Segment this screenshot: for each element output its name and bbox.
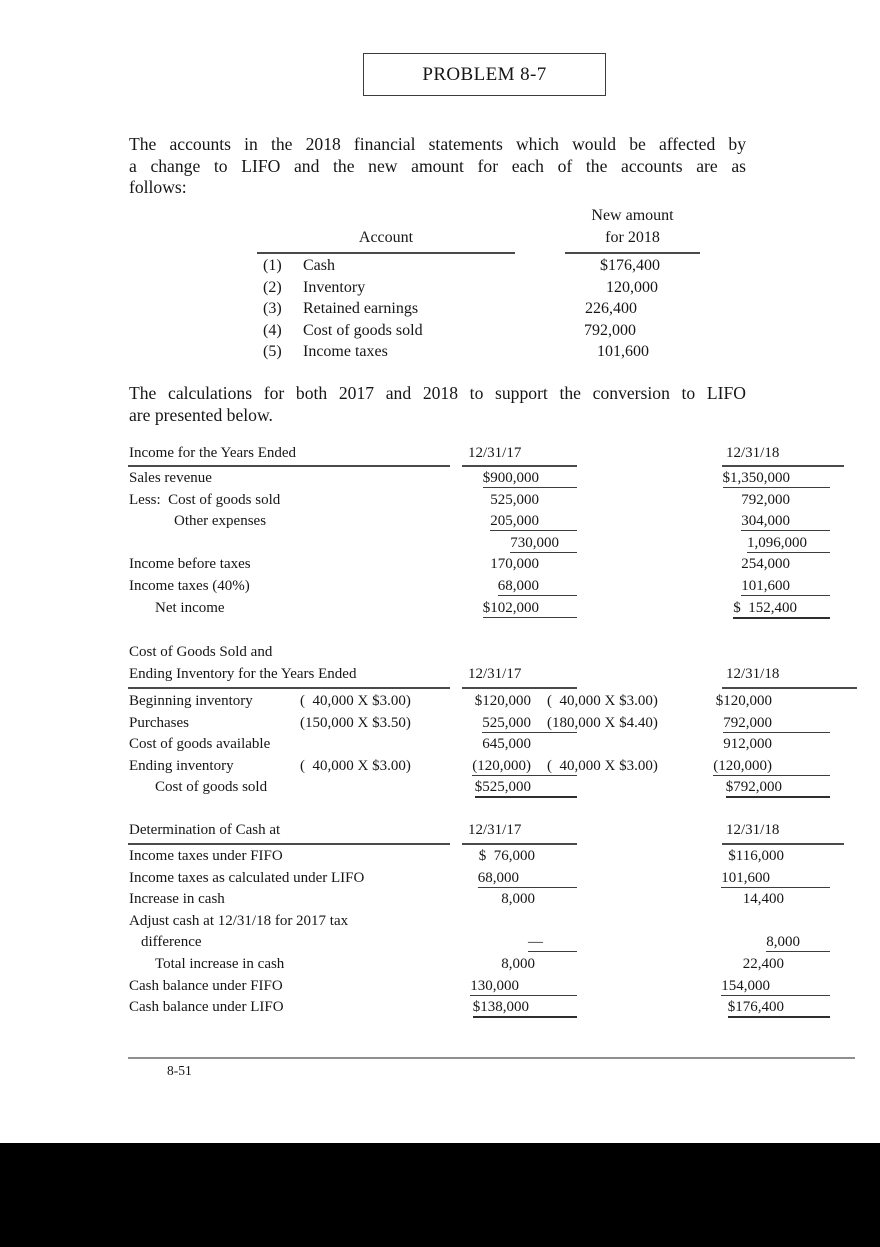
row-number: (3) (263, 300, 282, 318)
accounts-rows (0, 257, 880, 365)
amount-2017: (120,000) (472, 758, 577, 776)
amount-2018: $792,000 (726, 779, 830, 798)
amount-2017: 8,000 (501, 955, 535, 972)
table-row (0, 999, 880, 1021)
header-underline (565, 252, 700, 254)
paragraph-line: The accounts in the 2018 financial statements which would be affected by (129, 134, 746, 154)
table-row (0, 257, 880, 279)
section-title: Determination of Cash at (129, 822, 281, 838)
account-amount: 101,600 (597, 343, 649, 361)
account-amount: $176,400 (600, 257, 660, 274)
header-underline (722, 465, 844, 467)
table-row (0, 693, 880, 715)
header-underline (128, 843, 450, 845)
table-row (0, 715, 880, 737)
table-row (0, 934, 880, 956)
intro-paragraph (129, 134, 746, 199)
page-title: PROBLEM 8-7 (422, 63, 547, 85)
table-row (0, 513, 880, 535)
row-number: (4) (263, 321, 282, 339)
amount-2018: 304,000 (741, 513, 830, 531)
amount-2018: (120,000) (713, 758, 830, 776)
table-row (0, 535, 880, 557)
amount-2017: $900,000 (483, 470, 577, 488)
row-label: Other expenses (174, 513, 267, 530)
column-header-account: Account (358, 228, 414, 246)
column-header-for-2018: for 2018 (605, 228, 660, 246)
amount-2017: 730,000 (510, 535, 577, 553)
amount-2017: $ 76,000 (478, 848, 535, 864)
header-underline (128, 687, 450, 689)
header-underline (128, 465, 450, 467)
column-header-2018: 12/31/18 (726, 665, 780, 682)
calc-formula-2018: ( 40,000 X $3.00) (547, 757, 658, 774)
amount-2018: 8,000 (766, 934, 830, 952)
calc-formula-2018: (180,000 X $4.40) (547, 714, 658, 731)
table-row (0, 978, 880, 1000)
row-label: Sales revenue (129, 470, 212, 486)
table-row (0, 913, 880, 935)
amount-2018: 792,000 (741, 491, 790, 508)
row-label: Adjust cash at 12/31/18 for 2017 tax (129, 912, 349, 929)
column-header-2018: 12/31/18 (726, 445, 780, 461)
calc-formula-2017: (150,000 X $3.50) (300, 714, 411, 731)
amount-2018: $120,000 (715, 693, 772, 709)
row-label: Income before taxes (129, 556, 251, 573)
row-label: Less: Cost of goods sold (129, 491, 281, 508)
column-header-2017: 12/31/17 (468, 822, 522, 838)
amount-2017: 68,000 (478, 870, 577, 888)
section-header (0, 822, 880, 848)
header-underline (462, 465, 577, 467)
amount-2018: 22,400 (742, 955, 784, 972)
footer-rule (128, 1057, 855, 1059)
amount-2017: $120,000 (474, 693, 531, 709)
header-underline (722, 687, 857, 689)
amount-2017: 525,000 (490, 491, 539, 508)
amount-2017: 645,000 (482, 736, 531, 753)
amount-2017: 525,000 (482, 715, 577, 733)
amount-2018: 101,600 (721, 870, 830, 888)
header-underline (722, 843, 844, 845)
amount-2017: 8,000 (501, 891, 535, 908)
column-header-2017: 12/31/17 (468, 665, 522, 682)
table-row (0, 736, 880, 758)
table-row (0, 779, 880, 801)
table-row (0, 870, 880, 892)
section-title-line1: Cost of Goods Sold and (129, 644, 273, 660)
calculations-paragraph (129, 383, 746, 426)
amount-2018: 254,000 (741, 556, 790, 573)
column-header-new-amount: New amount (591, 207, 674, 224)
amount-2017: 170,000 (490, 556, 539, 573)
account-label: Income taxes (303, 343, 388, 361)
row-label: Net income (155, 599, 225, 616)
row-number: (1) (263, 257, 282, 274)
amount-2017: — (528, 934, 577, 952)
amount-2018: $176,400 (728, 999, 830, 1018)
table-row (0, 322, 880, 344)
table-row (0, 300, 880, 322)
account-label: Retained earnings (303, 300, 419, 318)
column-header-2018: 12/31/18 (726, 822, 780, 838)
row-label: Income taxes as calculated under LIFO (129, 869, 365, 886)
account-label: Cash (303, 257, 335, 274)
cogs-inventory-table (0, 644, 880, 801)
table-row (0, 279, 880, 301)
calc-formula-2017: ( 40,000 X $3.00) (300, 757, 411, 774)
section-header (0, 644, 880, 693)
table-row (0, 848, 880, 870)
amount-2017: 205,000 (490, 513, 577, 531)
account-label: Cost of goods sold (303, 321, 423, 339)
row-label: Cash balance under FIFO (129, 977, 283, 994)
header-underline (462, 843, 577, 845)
page-number: 8-51 (167, 1063, 192, 1078)
row-label: Cash balance under LIFO (129, 999, 284, 1016)
row-label: Cost of goods sold (155, 779, 268, 796)
row-label: Income taxes (40%) (129, 577, 250, 594)
problem-title-box (363, 53, 606, 96)
row-number: (5) (263, 343, 282, 361)
table-row (0, 343, 880, 365)
amount-2017: $138,000 (473, 999, 577, 1018)
row-label: Beginning inventory (129, 693, 253, 709)
amount-2018: $1,350,000 (723, 470, 831, 488)
paragraph-line: The calculations for both 2017 and 2018 to support the conversion to LIFO (129, 383, 746, 403)
amount-2017: 68,000 (498, 578, 577, 596)
row-label: Increase in cash (129, 891, 225, 908)
table-row (0, 891, 880, 913)
header-underline (257, 252, 515, 254)
paragraph-line: follows: (129, 177, 187, 198)
row-label: Total increase in cash (155, 955, 285, 972)
amount-2018: 14,400 (742, 891, 784, 908)
amount-2017: $525,000 (475, 779, 577, 798)
amount-2018: 101,600 (741, 578, 830, 596)
amount-2017: $102,000 (483, 600, 577, 618)
header-underline (462, 687, 577, 689)
account-amount: 226,400 (585, 300, 637, 318)
table-row (0, 600, 880, 622)
calc-formula-2018: ( 40,000 X $3.00) (547, 693, 658, 709)
column-header-2017: 12/31/17 (468, 445, 522, 461)
calc-formula-2017: ( 40,000 X $3.00) (300, 693, 411, 709)
table-row (0, 470, 880, 492)
table-row (0, 578, 880, 600)
row-label: Ending inventory (129, 757, 234, 774)
table-row (0, 758, 880, 780)
cash-determination-table (0, 822, 880, 1021)
section-title-line2: Ending Inventory for the Years Ended (129, 665, 357, 682)
income-statement-table (0, 445, 880, 621)
row-label: Purchases (129, 714, 189, 731)
amount-2018: $116,000 (728, 848, 784, 864)
section-title: Income for the Years Ended (129, 445, 297, 461)
amount-2018: 792,000 (723, 715, 830, 733)
table-row (0, 956, 880, 978)
account-amount: 120,000 (606, 278, 658, 296)
row-label: Income taxes under FIFO (129, 848, 283, 864)
account-amount: 792,000 (584, 321, 636, 339)
amount-2018: 1,096,000 (747, 535, 830, 553)
section-header (0, 445, 880, 470)
row-label: difference (141, 934, 202, 951)
account-label: Inventory (303, 278, 366, 296)
paragraph-line: are presented below. (129, 404, 273, 425)
row-label: Cost of goods available (129, 736, 271, 753)
table-row (0, 492, 880, 514)
amount-2018: 154,000 (721, 978, 830, 996)
amount-2017: 130,000 (470, 978, 577, 996)
table-row (0, 556, 880, 578)
row-number: (2) (263, 278, 282, 296)
paragraph-line: a change to LIFO and the new amount for each of the accounts are as (129, 155, 746, 176)
amount-2018: 912,000 (723, 736, 772, 753)
amount-2018: $ 152,400 (733, 600, 830, 619)
